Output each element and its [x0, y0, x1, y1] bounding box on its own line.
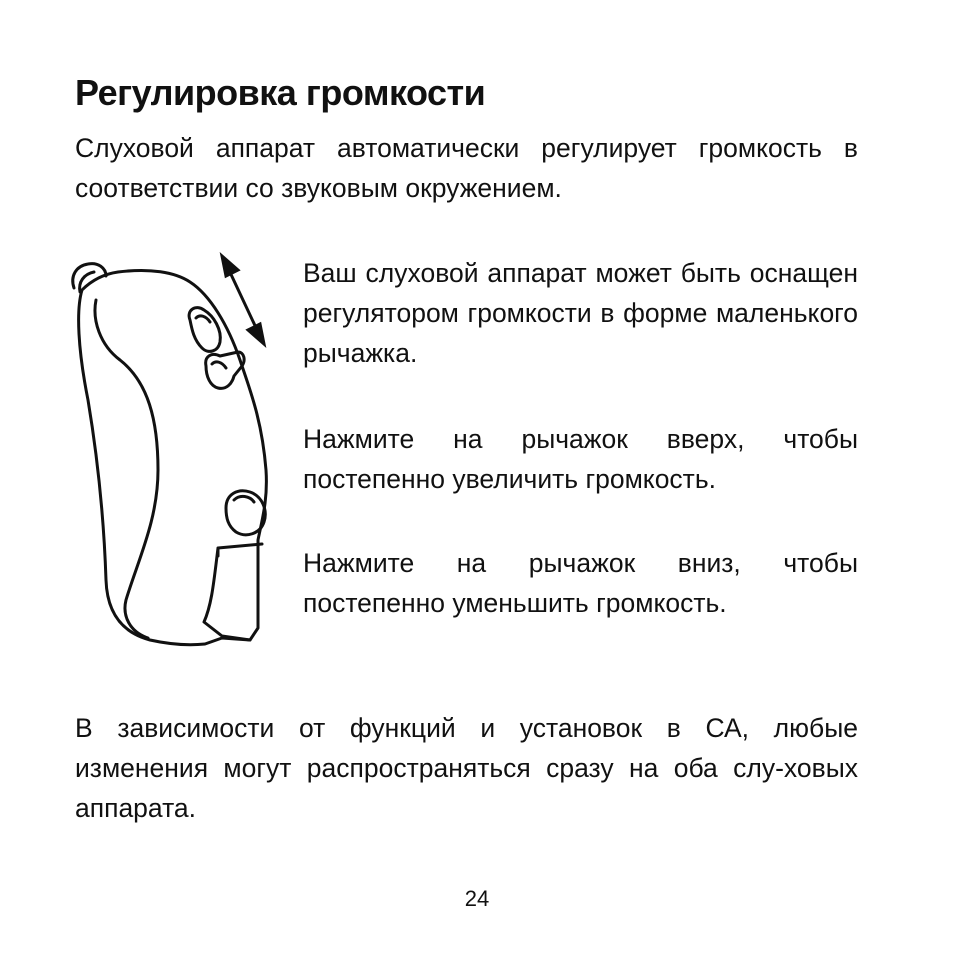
page-number: 24	[464, 886, 490, 911]
lever-description: Ваш слуховой аппарат может быть оснащен регулятором громкости в форме маленького рычажка.	[303, 258, 858, 368]
device-seam-line	[95, 300, 158, 638]
hearing-aid-illustration	[60, 252, 280, 657]
battery-door-outline	[204, 544, 262, 640]
device-body-outline	[79, 270, 267, 644]
volume-down-instruction: Нажмите на рычажок вниз, чтобы постепенно уменьшить громкость.	[303, 548, 858, 618]
page-title: Регулировка громкости	[75, 72, 486, 113]
side-button-upper	[189, 308, 220, 352]
binaural-note: В зависимости от функций и установок в СА, любые изменения могут распространяться сразу на оба слу-ховых аппарата.	[75, 713, 858, 823]
intro-paragraph: Слуховой аппарат автоматически регулирует громкость в соответствии со звуковым окружением.	[75, 133, 858, 203]
volume-up-instruction: Нажмите на рычажок вверх, чтобы постепенно увеличить громкость.	[303, 424, 858, 494]
